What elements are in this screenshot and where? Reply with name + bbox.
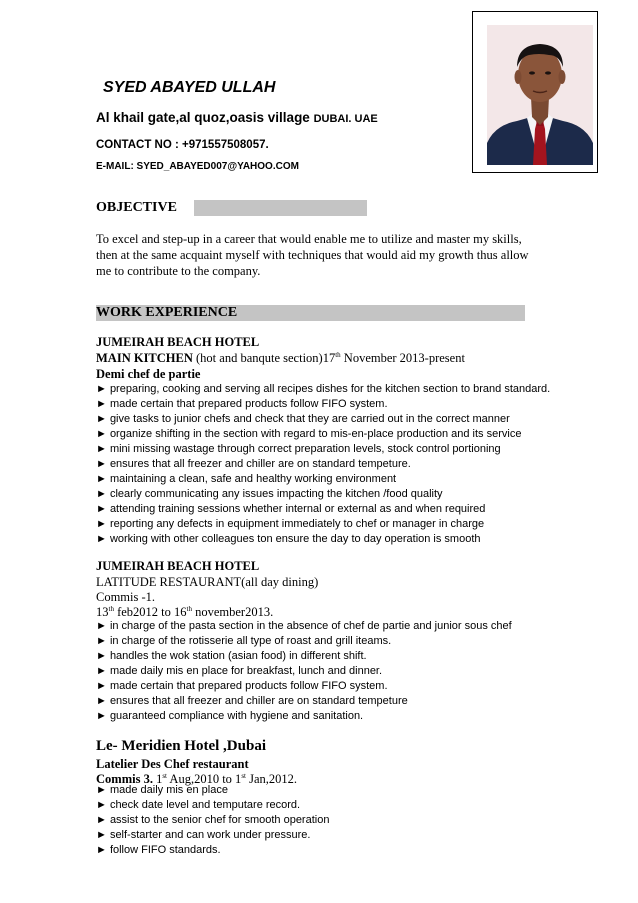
candidate-name: SYED ABAYED ULLAH: [103, 79, 276, 96]
job3-position: Commis 3.: [96, 772, 153, 786]
work-heading-bar: [96, 305, 525, 321]
bullet-item: ► ensures that all freezer and chiller are on standard tempeture: [96, 695, 408, 707]
job3-hotel: Le- Meridien Hotel ,Dubai: [96, 738, 266, 754]
bullet-item: ► working with other colleagues ton ensure the day to day operation is smooth: [96, 533, 481, 545]
bullet-item: ► clearly communicating any issues impacting the kitchen /food quality: [96, 488, 443, 500]
job1-position: Demi chef de partie: [96, 367, 201, 381]
job2-restaurant: LATITUDE RESTAURANT(all day dining): [96, 575, 319, 589]
bullet-item: ► follow FIFO standards.: [96, 844, 221, 856]
objective-heading-bar: [96, 200, 367, 216]
bullet-item: ► reporting any defects in equipment immediately to chef or manager in charge: [96, 518, 485, 530]
bullet-item: ► assist to the senior chef for smooth operation: [96, 814, 330, 826]
job3-date-b-sup: st: [241, 771, 246, 780]
bullet-item: ► attending training sessions whether internal or external as and when required: [96, 503, 486, 515]
contact-number: CONTACT NO : +971557508057.: [96, 139, 269, 151]
bullet-item: ► handles the wok station (asian food) in different shift.: [96, 650, 367, 662]
address-city: DUBAI. UAE: [313, 113, 378, 125]
bullet-item: ► check date level and temputare record.: [96, 799, 301, 811]
bullet-item: ► give tasks to junior chefs and check that they are carried out in the correct manner: [96, 413, 510, 425]
profile-photo-frame: [472, 11, 598, 173]
job3-restaurant: Latelier Des Chef restaurant: [96, 757, 249, 771]
bullet-item: ► made certain that prepared products follow FIFO system.: [96, 398, 388, 410]
job2-date-c: november2013.: [191, 605, 274, 619]
bullet-item: ► made daily mis en place for breakfast, lunch and dinner.: [96, 665, 383, 677]
job2-hotel: JUMEIRAH BEACH HOTEL: [96, 559, 260, 573]
portrait-illustration: [487, 25, 593, 165]
job1-kitchen-line: [96, 351, 465, 366]
email-address: E-MAIL: SYED_ABAYED007@YAHOO.COM: [96, 161, 299, 172]
address: [96, 110, 378, 125]
bullet-item: ► self-starter and can work under pressure.: [96, 829, 311, 841]
job3-date-c: Jan,2012.: [245, 772, 298, 786]
job1-kitchen-sup: th: [335, 350, 341, 359]
job2-date-a-sup: th: [108, 604, 114, 613]
bullet-item: ► guaranteed compliance with hygiene and sanitation.: [96, 710, 364, 722]
job3-date-a: 1: [152, 772, 163, 786]
job1-kitchen-section: (hot and banqute section)17: [192, 351, 336, 365]
bullet-item: ► made certain that prepared products follow FIFO system.: [96, 680, 388, 692]
bullet-item: ► in charge of the pasta section in the absence of chef de partie and junior sous chef: [96, 620, 512, 632]
job1-hotel: JUMEIRAH BEACH HOTEL: [96, 335, 260, 349]
bullet-item: ► in charge of the rotisserie all type of roast and grill iteams.: [96, 635, 392, 647]
objective-heading: OBJECTIVE: [96, 200, 194, 216]
objective-text: To excel and step-up in a career that would enable me to utilize and master my skills, then at the same acquaint myself with techniques that would aid my growth thus allow me to contribute to the company.: [96, 232, 529, 278]
bullet-item: ► maintaining a clean, safe and healthy working environment: [96, 473, 397, 485]
bullet-item: ► made daily mis en place: [96, 784, 228, 796]
job1-kitchen-date: November 2013-present: [340, 351, 465, 365]
job2-position: Commis -1.: [96, 590, 156, 604]
bullet-item: ► organize shifting in the section with regard to mis-en-place production and its service: [96, 428, 522, 440]
job2-date-a: 13: [96, 605, 109, 619]
job2-dates: [96, 605, 273, 620]
job3-date-a-sup: st: [162, 771, 167, 780]
job2-date-b-sup: th: [186, 604, 192, 613]
bullet-item: ► preparing, cooking and serving all recipes dishes for the kitchen section to brand standard.: [96, 383, 551, 395]
bullet-item: ► mini missing wastage through correct preparation levels, stock control portioning: [96, 443, 501, 455]
profile-photo: [487, 25, 593, 165]
job1-kitchen-name: MAIN KITCHEN: [96, 351, 193, 365]
bullet-item: ► ensures that all freezer and chiller are on standard tempeture.: [96, 458, 411, 470]
job3-date-b: Aug,2010 to 1: [167, 772, 242, 786]
work-heading: WORK EXPERIENCE: [96, 305, 238, 320]
job2-date-b: feb2012 to 16: [113, 605, 187, 619]
address-main: Al khail gate,al quoz,oasis village: [96, 110, 314, 125]
